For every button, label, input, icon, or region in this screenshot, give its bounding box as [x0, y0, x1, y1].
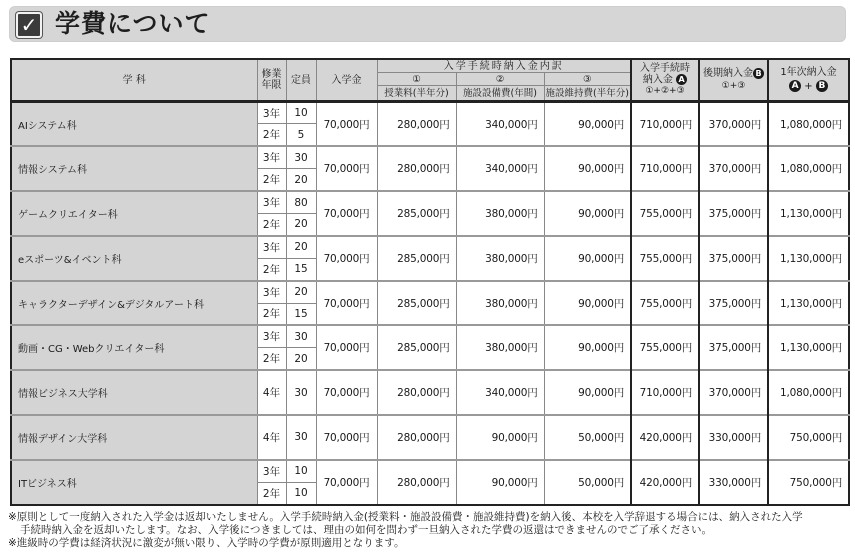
first-year-total-cell: 1,080,000円 [768, 146, 849, 191]
header-first-year-label: 1年次納入金 [780, 67, 837, 78]
total-a-cell: 710,000円 [631, 102, 699, 147]
header-facility-equipment: 施設設備費(年間) [456, 86, 544, 102]
table-row [11, 236, 849, 258]
later-b-cell: 375,000円 [699, 236, 768, 281]
facility-maintenance-cell: 90,000円 [544, 191, 631, 236]
header-department: 学 科 [11, 59, 257, 102]
first-year-total-cell: 1,130,000円 [768, 191, 849, 236]
facility-equipment-cell: 380,000円 [456, 236, 544, 281]
duration-cell: 2年 [257, 348, 286, 370]
enrollment-fee-cell: 70,000円 [316, 281, 377, 326]
table-row [11, 415, 849, 460]
facility-equipment-cell: 340,000円 [456, 146, 544, 191]
capacity-cell: 30 [286, 325, 316, 347]
first-year-total-cell: 750,000円 [768, 460, 849, 505]
header-capacity: 定員 [286, 59, 316, 102]
later-b-cell: 375,000円 [699, 191, 768, 236]
header-col3-num: ③ [544, 73, 631, 86]
duration-cell: 2年 [257, 213, 286, 235]
tuition-cell: 280,000円 [377, 146, 456, 191]
header-duration-label: 修業年限 [261, 69, 282, 91]
facility-equipment-cell: 380,000円 [456, 191, 544, 236]
duration-cell: 2年 [257, 124, 286, 146]
facility-equipment-cell: 380,000円 [456, 281, 544, 326]
first-year-total-cell: 1,130,000円 [768, 281, 849, 326]
capacity-cell: 10 [286, 482, 316, 504]
header-enrollment-fee: 入学金 [316, 59, 377, 102]
tuition-cell: 280,000円 [377, 460, 456, 505]
header-later-b-label: 後期納入金 [703, 68, 753, 79]
capacity-cell: 5 [286, 124, 316, 146]
duration-cell: 2年 [257, 482, 286, 504]
badge-a-icon: A [676, 74, 687, 85]
department-name: キャラクターデザイン&デジタルアート科 [11, 281, 257, 326]
badge-a-icon: A [789, 80, 801, 92]
table-row [11, 281, 849, 303]
enrollment-fee-cell: 70,000円 [316, 236, 377, 281]
enrollment-fee-cell: 70,000円 [316, 370, 377, 415]
table-row [11, 102, 849, 124]
header-first-year-formula [769, 80, 848, 94]
table-row [11, 146, 849, 168]
total-a-cell: 755,000円 [631, 191, 699, 236]
total-a-cell: 755,000円 [631, 325, 699, 370]
table-row [11, 191, 849, 213]
table-row [11, 460, 849, 482]
header-tuition: 授業料(半年分) [377, 86, 456, 102]
header-total-a-line1: 入学手続時 [640, 63, 690, 75]
later-b-cell: 370,000円 [699, 370, 768, 415]
duration-cell: 2年 [257, 303, 286, 325]
tuition-cell: 285,000円 [377, 325, 456, 370]
table-row [11, 370, 849, 415]
facility-equipment-cell: 340,000円 [456, 370, 544, 415]
total-a-cell: 755,000円 [631, 281, 699, 326]
header-first-year [768, 59, 849, 102]
duration-cell: 3年 [257, 191, 286, 213]
plus-sign: + [804, 81, 813, 92]
footnote-refund-line1: ※原則として一度納入された入学金は返却いたしません。入学手続時納入金(授業料・施設設備費・施設維持費)を納入後、本校を入学辞退する場合には、納入された入学 [8, 511, 803, 523]
first-year-total-cell: 1,080,000円 [768, 102, 849, 147]
capacity-cell: 30 [286, 370, 316, 415]
duration-cell: 3年 [257, 281, 286, 303]
badge-b-icon: B [816, 80, 828, 92]
later-b-cell: 375,000円 [699, 325, 768, 370]
capacity-cell: 15 [286, 303, 316, 325]
header-total-a [631, 59, 699, 102]
later-b-cell: 330,000円 [699, 460, 768, 505]
facility-maintenance-cell: 90,000円 [544, 370, 631, 415]
header-facility-maintenance: 施設維持費(半年分) [544, 86, 631, 102]
department-name: eスポーツ&イベント科 [11, 236, 257, 281]
tuition-cell: 280,000円 [377, 415, 456, 460]
capacity-cell: 20 [286, 281, 316, 303]
tuition-cell: 285,000円 [377, 191, 456, 236]
header-breakdown-group: 入学手続時納入金内訳 [377, 59, 631, 73]
enrollment-fee-cell: 70,000円 [316, 460, 377, 505]
header-later-b-line1 [700, 67, 767, 80]
capacity-cell: 80 [286, 191, 316, 213]
capacity-cell: 20 [286, 169, 316, 191]
header-duration [257, 59, 286, 102]
duration-cell: 3年 [257, 236, 286, 258]
duration-cell: 3年 [257, 146, 286, 168]
facility-equipment-cell: 90,000円 [456, 415, 544, 460]
enrollment-fee-cell: 70,000円 [316, 325, 377, 370]
tuition-cell: 280,000円 [377, 370, 456, 415]
later-b-cell: 370,000円 [699, 146, 768, 191]
capacity-cell: 20 [286, 348, 316, 370]
capacity-cell: 30 [286, 146, 316, 168]
duration-cell: 4年 [257, 370, 286, 415]
tuition-cell: 285,000円 [377, 281, 456, 326]
department-name: ITビジネス科 [11, 460, 257, 505]
table-body [11, 102, 849, 505]
department-name: 情報ビジネス大学科 [11, 370, 257, 415]
later-b-cell: 375,000円 [699, 281, 768, 326]
enrollment-fee-cell: 70,000円 [316, 191, 377, 236]
total-a-cell: 710,000円 [631, 146, 699, 191]
header-total-a-line2 [632, 74, 698, 86]
table-header [11, 59, 849, 102]
facility-equipment-cell: 340,000円 [456, 102, 544, 147]
header-total-a-formula: ①+②+③ [645, 85, 685, 96]
first-year-total-cell: 1,130,000円 [768, 325, 849, 370]
checkbox-checked-icon: ✓ [16, 12, 42, 38]
facility-maintenance-cell: 90,000円 [544, 325, 631, 370]
total-a-cell: 420,000円 [631, 460, 699, 505]
capacity-cell: 15 [286, 258, 316, 280]
total-a-cell: 755,000円 [631, 236, 699, 281]
header-col1-num: ① [377, 73, 456, 86]
enrollment-fee-cell: 70,000円 [316, 415, 377, 460]
capacity-cell: 20 [286, 213, 316, 235]
tuition-cell: 285,000円 [377, 236, 456, 281]
first-year-total-cell: 1,080,000円 [768, 370, 849, 415]
facility-equipment-cell: 380,000円 [456, 325, 544, 370]
badge-b-icon: B [753, 68, 764, 79]
enrollment-fee-cell: 70,000円 [316, 146, 377, 191]
duration-cell: 3年 [257, 460, 286, 482]
duration-cell: 2年 [257, 258, 286, 280]
facility-equipment-cell: 90,000円 [456, 460, 544, 505]
capacity-cell: 20 [286, 236, 316, 258]
footnote-refund-line2: 手続時納入金を返却いたします。なお、入学後につきましては、理由の如何を問わず一旦納入された学費の返還はできませんのでご了承ください。 [20, 524, 712, 536]
tuition-cell: 280,000円 [377, 102, 456, 147]
department-name: AIシステム科 [11, 102, 257, 147]
total-a-cell: 420,000円 [631, 415, 699, 460]
capacity-cell: 30 [286, 415, 316, 460]
table-row [11, 325, 849, 347]
section-title-bar [9, 6, 846, 42]
enrollment-fee-cell: 70,000円 [316, 102, 377, 147]
department-name: 動画・CG・Webクリエイター科 [11, 325, 257, 370]
facility-maintenance-cell: 90,000円 [544, 236, 631, 281]
footnotes [8, 511, 848, 550]
section-title: 学費について [55, 9, 211, 38]
footnote-promotion: ※進級時の学費は経済状況に激変が無い限り、入学時の学費が原則適用となります。 [8, 537, 405, 549]
capacity-cell: 10 [286, 460, 316, 482]
total-a-cell: 710,000円 [631, 370, 699, 415]
department-name: 情報デザイン大学科 [11, 415, 257, 460]
first-year-total-cell: 1,130,000円 [768, 236, 849, 281]
duration-cell: 3年 [257, 102, 286, 124]
header-total-a-label: 納入金 [642, 74, 673, 86]
first-year-total-cell: 750,000円 [768, 415, 849, 460]
facility-maintenance-cell: 90,000円 [544, 146, 631, 191]
header-col2-num: ② [456, 73, 544, 86]
facility-maintenance-cell: 90,000円 [544, 102, 631, 147]
department-name: 情報システム科 [11, 146, 257, 191]
capacity-cell: 10 [286, 102, 316, 124]
later-b-cell: 370,000円 [699, 102, 768, 147]
later-b-cell: 330,000円 [699, 415, 768, 460]
facility-maintenance-cell: 90,000円 [544, 281, 631, 326]
header-later-b-formula: ①+③ [721, 81, 746, 91]
facility-maintenance-cell: 50,000円 [544, 460, 631, 505]
duration-cell: 4年 [257, 415, 286, 460]
header-later-b [699, 59, 768, 102]
facility-maintenance-cell: 50,000円 [544, 415, 631, 460]
tuition-fee-table [10, 58, 850, 506]
department-name: ゲームクリエイター科 [11, 191, 257, 236]
duration-cell: 3年 [257, 325, 286, 347]
duration-cell: 2年 [257, 169, 286, 191]
